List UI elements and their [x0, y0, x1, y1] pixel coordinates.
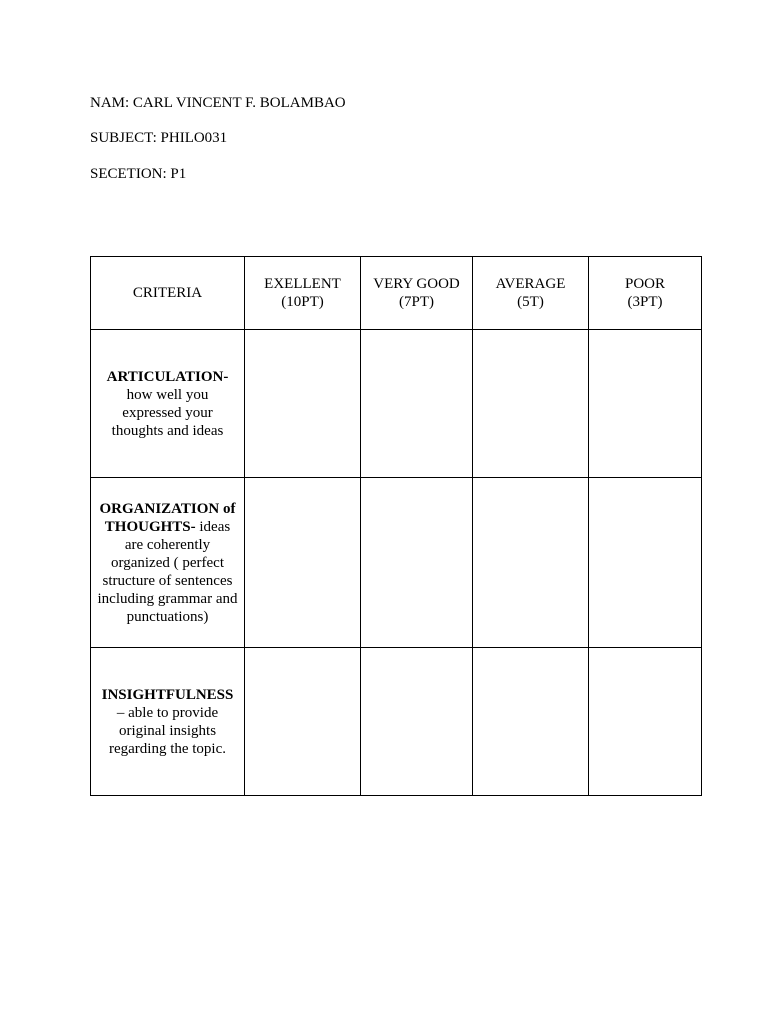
average-header-points: (5T) — [517, 294, 544, 310]
score-cell-excellent — [245, 648, 361, 796]
score-cell-poor — [589, 478, 702, 648]
criteria-title: ORGANIZATION of THOUGHTS- — [99, 500, 236, 535]
rubric-row-insightfulness — [91, 648, 702, 796]
score-cell-average — [473, 330, 589, 478]
poor-header-points: (3PT) — [627, 294, 663, 310]
criteria-title: ARTICULATION- — [106, 368, 229, 385]
rubric-row-organization — [91, 478, 702, 648]
score-cell-average — [473, 478, 589, 648]
criteria-cell-articulation — [91, 330, 245, 478]
rubric-row-articulation — [91, 330, 702, 478]
criteria-cell-organization — [91, 478, 245, 648]
average-header — [473, 257, 589, 330]
criteria-description: ideas are coherently organized ( perfect structure of sentences including grammar and punctuations) — [97, 518, 238, 625]
very-good-header-points: (7PT) — [399, 294, 434, 310]
very-good-header — [361, 257, 473, 330]
student-name-line: NAM: CARL VINCENT F. BOLAMBAO — [90, 95, 346, 111]
score-cell-very-good — [361, 648, 473, 796]
score-cell-very-good — [361, 478, 473, 648]
rubric-header-row — [91, 257, 702, 330]
rubric-table — [90, 256, 702, 796]
score-cell-average — [473, 648, 589, 796]
criteria-description: – able to provide original insights regarding the topic. — [108, 704, 227, 757]
score-cell-poor — [589, 648, 702, 796]
poor-header — [589, 257, 702, 330]
excellent-header — [245, 257, 361, 330]
criteria-header — [91, 257, 245, 330]
excellent-header-label: EXELLENT — [264, 276, 341, 292]
subject-line: SUBJECT: PHILO031 — [90, 130, 228, 146]
criteria-header-label: CRITERIA — [132, 285, 203, 301]
criteria-title: INSIGHTFULNESS — [101, 686, 234, 703]
section-line: SECETION: P1 — [90, 166, 187, 182]
average-header-label: AVERAGE — [495, 276, 566, 292]
excellent-header-points: (10PT) — [281, 294, 324, 310]
criteria-description: how well you expressed your thoughts and ideas — [111, 386, 224, 439]
score-cell-excellent — [245, 330, 361, 478]
score-cell-very-good — [361, 330, 473, 478]
score-cell-poor — [589, 330, 702, 478]
very-good-header-label: VERY GOOD — [373, 276, 460, 292]
criteria-cell-insightfulness — [91, 648, 245, 796]
poor-header-label: POOR — [624, 276, 665, 292]
score-cell-excellent — [245, 478, 361, 648]
